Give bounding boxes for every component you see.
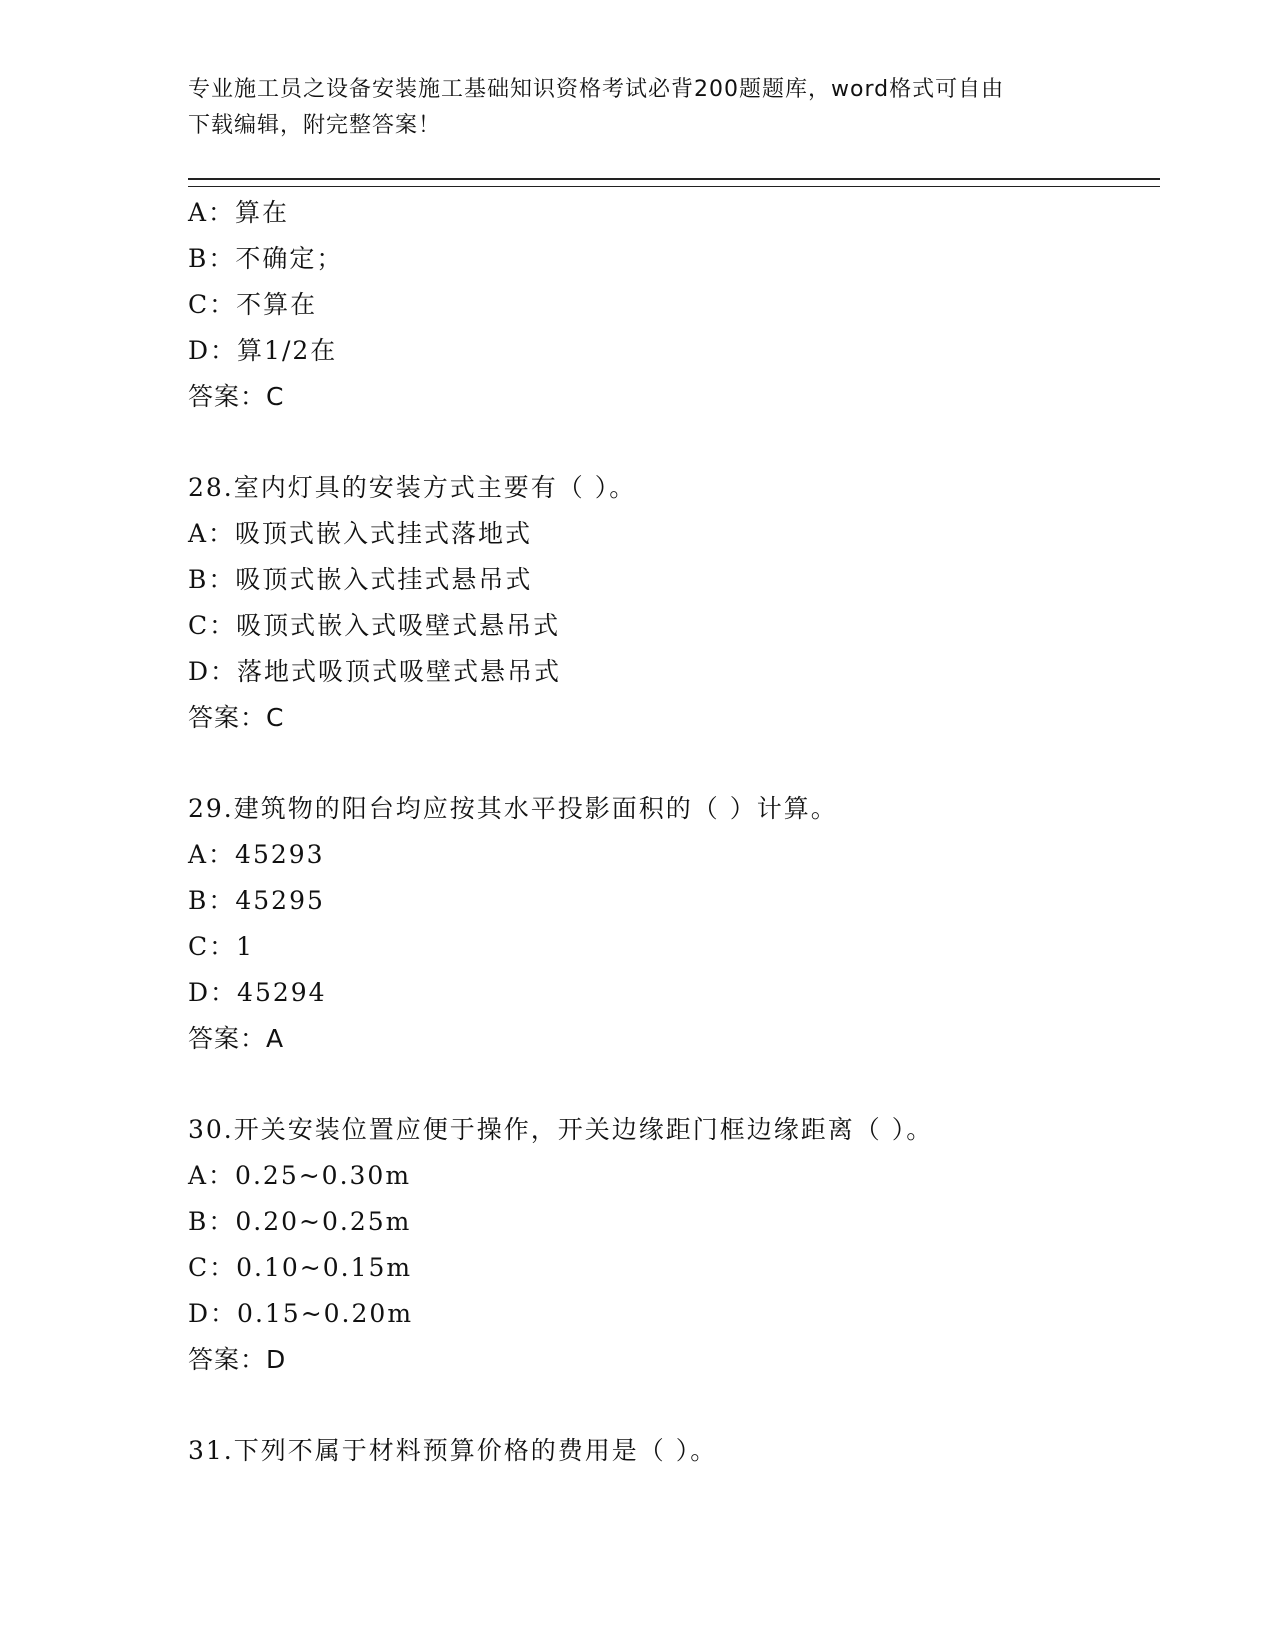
question-text: 31.下列不属于材料预算价格的费用是（ ）。: [188, 1436, 718, 1465]
question-30-block: [188, 1107, 1160, 1383]
header-title-line-2: 下载编辑，附完整答案！: [188, 113, 442, 138]
option-a: A：0.25~0.30m: [188, 1161, 412, 1190]
question-text: 28.室内灯具的安装方式主要有（ ）。: [188, 473, 637, 502]
document-header: [188, 72, 1088, 144]
option-c: C：吸顶式嵌入式吸壁式悬吊式: [188, 611, 561, 640]
question-28-block: [188, 465, 1160, 741]
option-c: C：不算在: [188, 290, 318, 319]
option-b: B：吸顶式嵌入式挂式悬吊式: [188, 565, 533, 594]
question-31-block: [188, 1428, 1160, 1474]
answer-line: 答案：C: [188, 382, 285, 411]
spacer: [188, 741, 1160, 786]
header-divider: [188, 178, 1160, 187]
question-text: 30.开关安装位置应便于操作，开关边缘距门框边缘距离（ ）。: [188, 1115, 934, 1144]
spacer: [188, 1062, 1160, 1107]
option-d: D：落地式吸顶式吸壁式悬吊式: [188, 657, 562, 686]
option-c: C：0.10~0.15m: [188, 1253, 413, 1282]
option-d: D：45294: [188, 978, 327, 1007]
option-d: D：0.15~0.20m: [188, 1299, 414, 1328]
header-title-line-1: 专业施工员之设备安装施工基础知识资格考试必背200题题库，word格式可自由: [188, 77, 1005, 102]
option-a: A：45293: [188, 840, 325, 869]
option-c: C：1: [188, 932, 255, 961]
option-d: D：算1/2在: [188, 336, 338, 365]
spacer: [188, 1383, 1160, 1428]
option-a: A：算在: [188, 198, 290, 227]
question-text: 29.建筑物的阳台均应按其水平投影面积的（ ）计算。: [188, 794, 838, 823]
option-b: B：不确定；: [188, 244, 344, 273]
answer-line: 答案：A: [188, 1024, 285, 1053]
option-a: A：吸顶式嵌入式挂式落地式: [188, 519, 533, 548]
answer-line: 答案：C: [188, 703, 285, 732]
option-b: B：45295: [188, 886, 325, 915]
option-b: B：0.20~0.25m: [188, 1207, 412, 1236]
question-29-block: [188, 786, 1160, 1062]
answer-line: 答案：D: [188, 1345, 287, 1374]
spacer: [188, 420, 1160, 465]
question-27-block: [188, 190, 1160, 420]
question-list: [188, 190, 1160, 1474]
